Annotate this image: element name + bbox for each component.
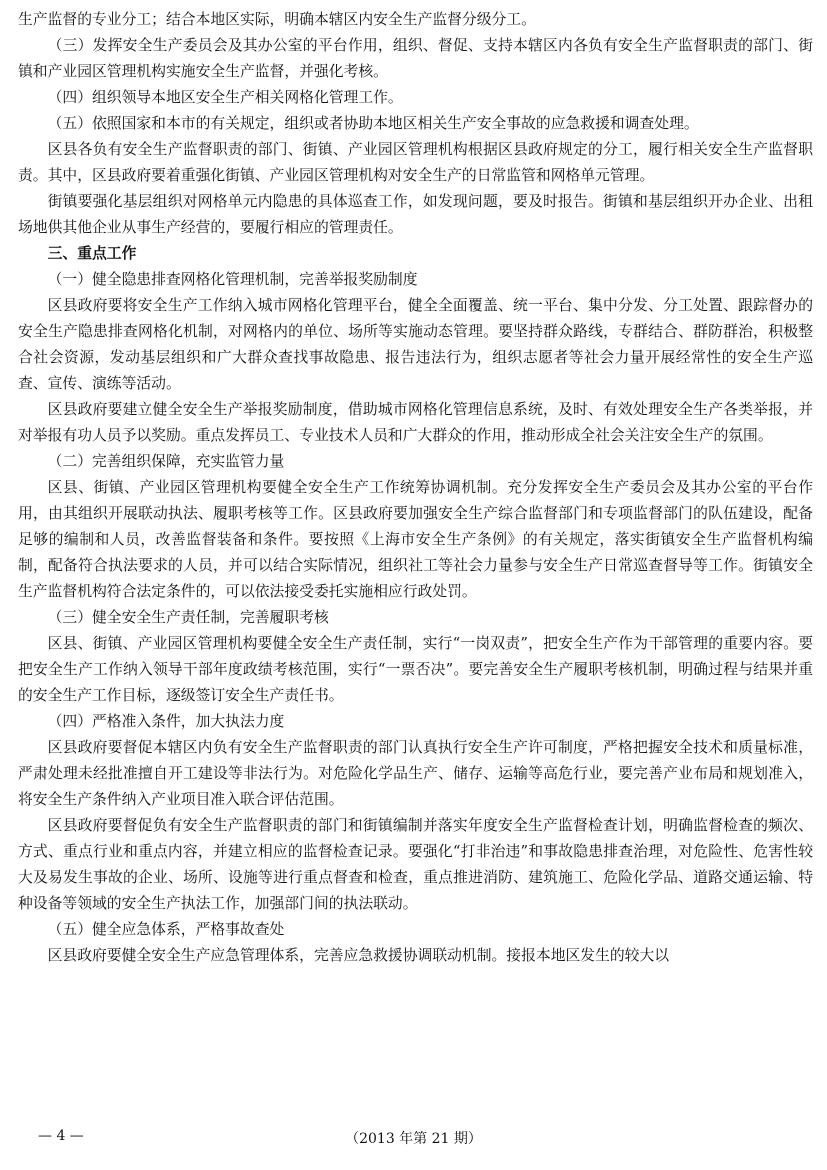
paragraph-15: 区县政府要督促本辖区内负有安全生产监督职责的部门认真执行安全生产许可制度，严格把握安全技术和质量标准，严肃处理未经批准擅自开工建设等非法行为。对危险化学品生产、储存、运输等高危行业，要完善产业布局和规划准入，将安全生产条件纳入产业项目准入联合评估范围。 <box>18 739 813 808</box>
page-footer <box>0 1128 827 1154</box>
subheading-5: （五）健全应急体系，严格事故查处 <box>47 921 285 938</box>
section-heading-key-work: 三、重点工作 <box>47 245 137 262</box>
subheading-1: （一）健全隐患排查网格化管理机制，完善举报奖励制度 <box>47 271 418 288</box>
paragraph-2: （四）组织领导本地区安全生产相关网格化管理工作。 <box>47 89 403 106</box>
page-number: — 4 — <box>38 1128 84 1144</box>
paragraph-4: 区县各负有安全生产监督职责的部门、街镇、产业园区管理机构根据区县政府规定的分工，履行相关安全生产监督职责。其中，区县政府要着重强化街镇、产业园区管理机构对安全生产的日常监管和网格单元管理。 <box>18 141 813 184</box>
subheading-3: （三）健全安全生产责任制，完善履职考核 <box>47 609 329 626</box>
paragraph-8: 区县政府要将安全生产工作纳入城市网格化管理平台，健全全面覆盖、统一平台、集中分发、分工处置、跟踪督办的安全生产隐患排查网格化机制，对网格内的单位、场所等实施动态管理。要坚持群众路线，专群结合、群防群治，积极整合社会资源，发动基层组织和广大群众查找事故隐患、报告违法行为，组织志愿者等社会力量开展经常性的安全生产巡查、宣传、演练等活动。 <box>18 297 813 392</box>
paragraph-11: 区县、街镇、产业园区管理机构要健全安全生产工作统筹协调机制。充分发挥安全生产委员会及其办公室的平台作用，由其组织开展联动执法、履职考核等工作。区县政府要加强安全生产综合监督部门和专项监督部门的队伍建设，配备足够的编制和人员，改善监督装备和条件。要按照《上海市安全生产条例》的有关规定，落实街镇安全生产监督机构编制，配备符合执法要求的人员，并可以结合实际情况，组织社工等社会力量参与安全生产日常巡查督导等工作。街镇安全生产监督机构符合法定条件的，可以依法接受委托实施相应行政处罚。 <box>18 479 813 600</box>
subheading-2: （二）完善组织保障，充实监管力量 <box>47 453 285 470</box>
subheading-4: （四）严格准入条件，加大执法力度 <box>47 713 285 730</box>
issue-label: （2013 年第 21 期） <box>345 1131 482 1147</box>
paragraph-5: 街镇要强化基层组织对网格单元内隐患的具体巡查工作，如发现问题，要及时报告。街镇和基层组织开办企业、出租场地供其他企业从事生产经营的，要履行相应的管理责任。 <box>18 193 813 236</box>
paragraph-18: 区县政府要健全安全生产应急管理体系，完善应急救援协调联动机制。接报本地区发生的较大以 <box>47 947 670 964</box>
paragraph-1: （三）发挥安全生产委员会及其办公室的平台作用，组织、督促、支持本辖区内各负有安全生产监督职责的部门、街镇和产业园区管理机构实施安全生产监督，并强化考核。 <box>18 37 813 80</box>
paragraph-9: 区县政府要建立健全安全生产举报奖励制度，借助城市网格化管理信息系统，及时、有效处理安全生产各类举报，并对举报有功人员予以奖励。重点发挥员工、专业技术人员和广大群众的作用，推动形成全社会关注安全生产的氛围。 <box>18 401 813 444</box>
paragraph-16: 区县政府要督促负有安全生产监督职责的部门和街镇编制并落实年度安全生产监督检查计划，明确监督检查的频次、方式、重点行业和重点内容，并建立相应的监督检查记录。要强化“打非治违”和事故隐患排查治理，对危险性、危害性较大及易发生事故的企业、场所、设施等进行重点督查和检查，重点推进消防、建筑施工、危险化学品、道路交通运输、特种设备等领域的安全生产执法工作，加强部门间的执法联动。 <box>18 817 813 912</box>
paragraph-13: 区县、街镇、产业园区管理机构要健全安全生产责任制，实行“一岗双责”，把安全生产作为干部管理的重要内容。要把安全生产工作纳入领导干部年度政绩考核范围，实行“一票否决”。要完善安全生产履职考核机制，明确过程与结果并重的安全生产工作目标，逐级签订安全生产责任书。 <box>18 635 813 704</box>
paragraph-0: 生产监督的专业分工；结合本地区实际，明确本辖区内安全生产监督分级分工。 <box>18 11 536 28</box>
paragraph-3: （五）依照国家和本市的有关规定，组织或者协助本地区相关生产安全事故的应急救援和调查处理。 <box>47 115 699 132</box>
